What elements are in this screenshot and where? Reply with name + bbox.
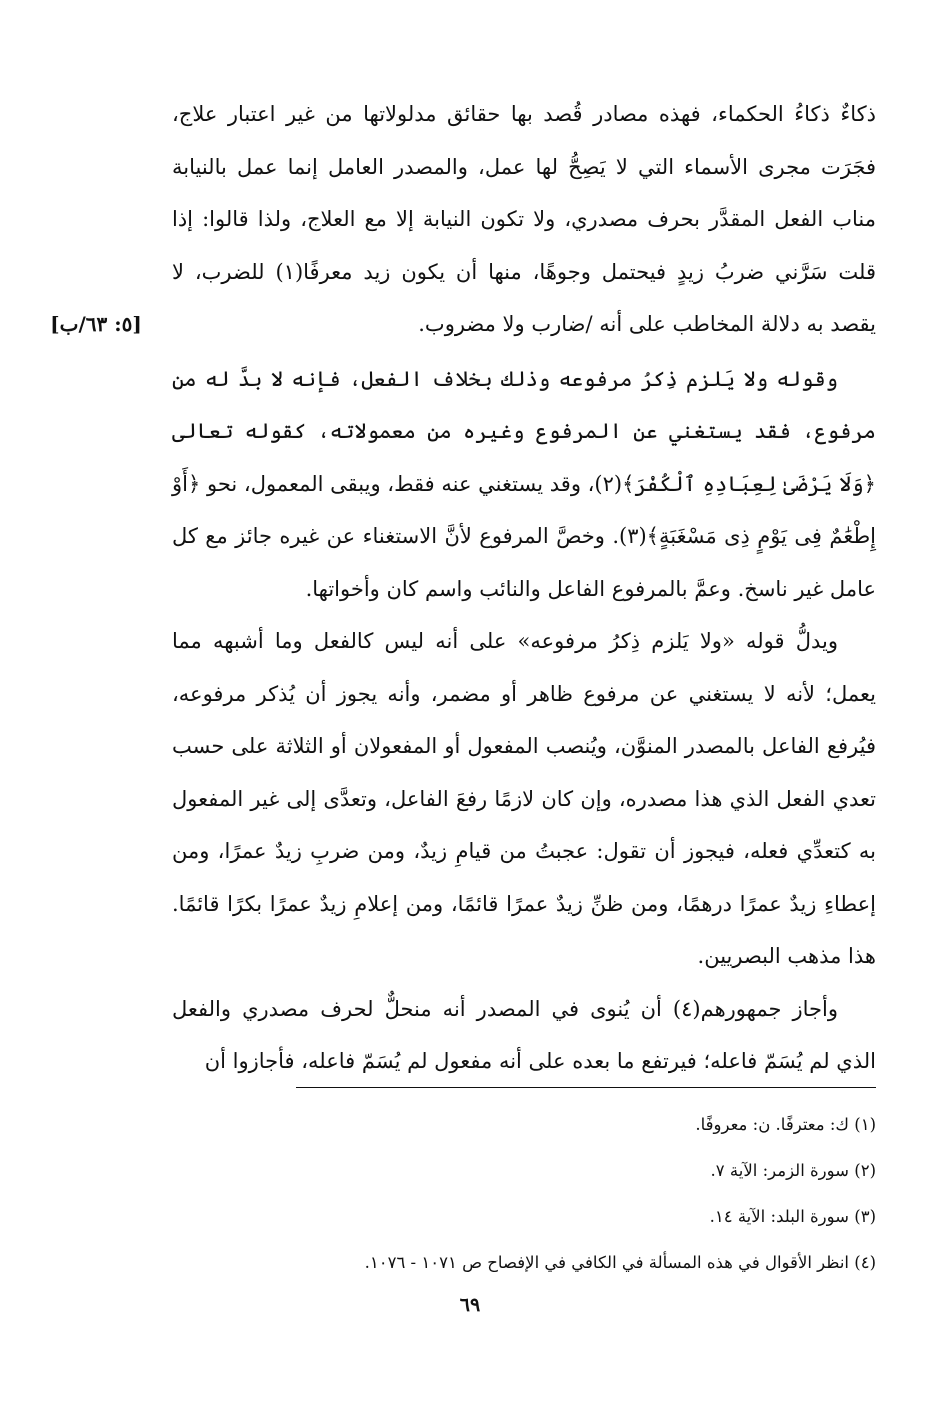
footnote-4: (٤) انظر الأقوال في هذه المسألة في الكافي في الإفصاح ص ١٠٧١ - ١٠٧٦. bbox=[364, 1253, 876, 1272]
paragraph-1: ذكاءٌ ذكاءُ الحكماء، فهذه مصادر قُصد بها حقائق مدلولاتها من غير اعتبار علاج، فجَرَت مجرى الأسماء التي لا يَصِحُّ لها عمل، والمصدر العامل إنما عمل بالنيابة مناب الفعل المقدَّر بحرف مصدري، ولا تكون النيابة إلا مع العلاج، ولذا قالوا: إذا قلت سَرَّني ضربُ زيدٍ فيحتمل وجوهًا، منها أن يكون زيد معرفًا(١) للضرب، لا يقصد به دلالة المخاطب على أنه /ضارب ولا مضروب. bbox=[172, 102, 876, 336]
paragraph-2: وقوله ولا يَلزم ذِكرُ مرفوعه وذلك بخلاف الفعل، فإنه لا بدَّ له من مرفوع، فقد يستغني عن المرفوع وغيره من معمولاته، كقوله تعالى ﴿وَلَا يَرْضَىٰ لِعِبَادِهِ ٱلْكُفْرَ﴾(٢)، وقد يستغني عنه فقط، ويبقى المعمول، نحو ﴿أَوْ إِطْعَٰمٌ فِى يَوْمٍ ذِى مَسْغَبَةٍ﴾(٣). وخصَّ المرفوع لأنَّ الاستغناء عن غيره جائز مع كل عامل غير ناسخ. وعمَّ بالمرفوع الفاعل والنائب واسم كان وأخواتها. bbox=[172, 366, 876, 601]
page-number: ٦٩ bbox=[459, 1294, 481, 1316]
footnote-divider bbox=[296, 1087, 876, 1088]
paragraph-3: ويدلُّ قوله «ولا يَلزم ذِكرُ مرفوعه» على أنه ليس كالفعل وما أشبهه مما يعمل؛ لأنه لا يستغني عن مرفوع ظاهر أو مضمر، وأنه يجوز أن يُذكر مرفوعه، فيُرفع الفاعل بالمصدر المنوَّن، ويُنصب المفعول أو المفعولان أو الثلاثة على حسب تعدي الفعل الذي هذا مصدره، وإن كان لازمًا رفعَ الفاعل، وتعدَّى إلى غير المفعول به كتعدِّي فعله، فيجوز أن تقول: عجبتُ من قيامِ زيدٌ، ومن ضربِ زيدٌ عمرًا، ومن إعطاءِ زيدٌ عمرًا درهمًا، ومن ظنِّ زيدٌ عمرًا قائمًا، ومن إعلامِ زيدٌ عمرًا بكرًا قائمًا. هذا مذهب البصريين. bbox=[172, 629, 876, 968]
paragraph-4: وأجاز جمهورهم(٤) أن يُنوى في المصدر أنه منحلٌّ لحرف مصدري والفعل الذي لم يُسَمّ فاعله؛ فيرتفع ما بعده على أنه مفعول لم يُسَمّ فاعله، فأجازوا أن bbox=[172, 996, 876, 1073]
margin-manuscript-reference: [٥: ٦٣/ب] bbox=[50, 312, 142, 336]
footnote-1: (١) ك: معترفًا. ن: معروفًا. bbox=[695, 1115, 876, 1134]
main-text bbox=[172, 88, 876, 1088]
footnote-3: (٣) سورة البلد: الآية ١٤. bbox=[709, 1207, 876, 1226]
footnotes bbox=[172, 1102, 876, 1286]
footnote-2: (٢) سورة الزمر: الآية ٧. bbox=[710, 1161, 876, 1180]
